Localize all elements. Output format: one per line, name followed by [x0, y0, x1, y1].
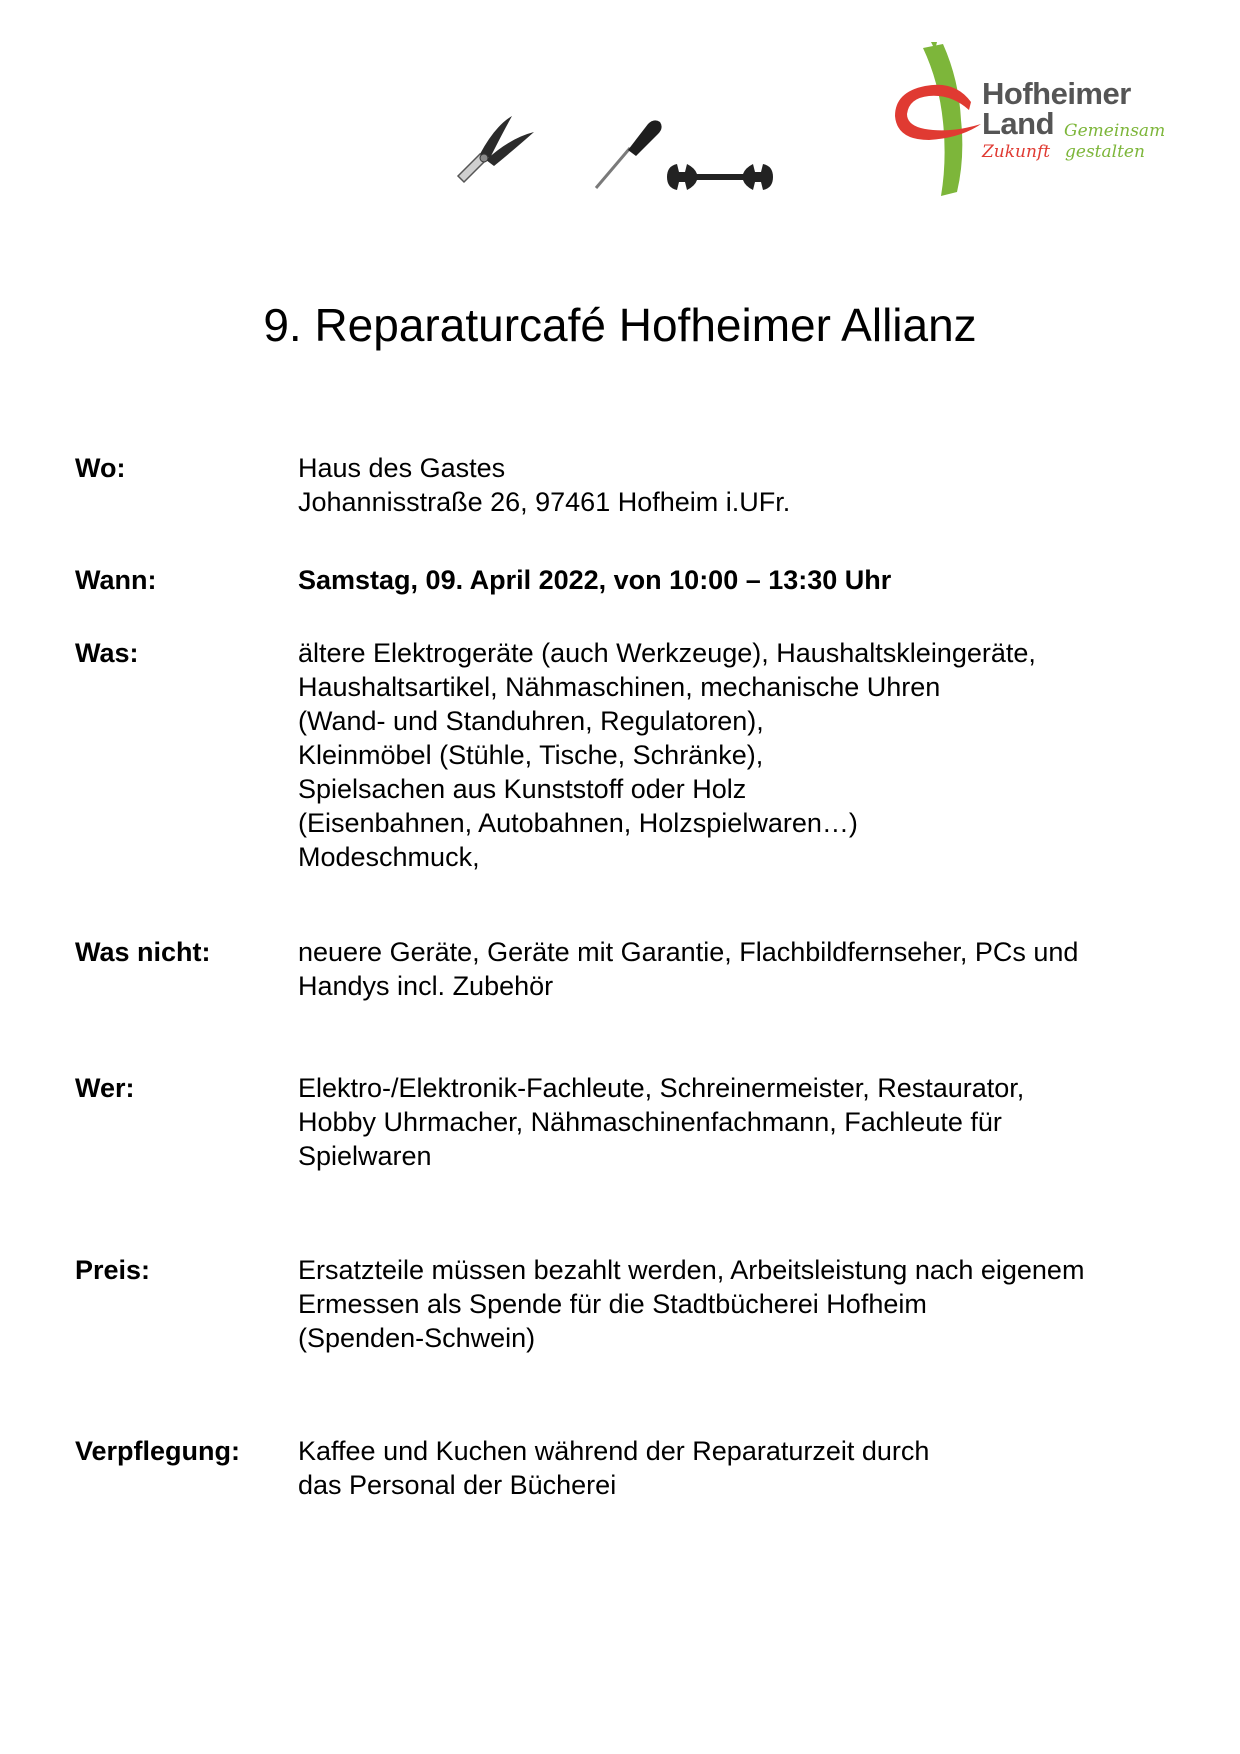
detail-line: neuere Geräte, Geräte mit Garantie, Flachbildfernseher, PCs und	[298, 937, 1079, 967]
detail-line: Hobby Uhrmacher, Nähmaschinenfachmann, Fachleute für	[298, 1107, 1002, 1137]
detail-line: Haus des Gastes	[298, 453, 506, 483]
detail-line: (Eisenbahnen, Autobahnen, Holzspielwaren…)	[298, 808, 858, 838]
page-title: 9. Reparaturcafé Hofheimer Allianz	[263, 299, 977, 351]
detail-line: (Spenden-Schwein)	[298, 1323, 536, 1353]
logo-tag-gestalten: gestalten	[1065, 142, 1145, 162]
detail-line: Modeschmuck,	[298, 842, 480, 872]
logo-word-hofheimer: Hofheimer	[982, 76, 1131, 111]
detail-line: Elektro-/Elektronik-Fachleute, Schreinermeister, Restaurator,	[298, 1073, 1025, 1103]
hofheimer-land-logo	[885, 40, 1175, 200]
detail-label: Was:	[75, 638, 139, 668]
wrench-icon	[665, 152, 775, 202]
detail-line: Kaffee und Kuchen während der Reparaturzeit durch	[298, 1436, 930, 1466]
detail-line: das Personal der Bücherei	[298, 1470, 617, 1500]
detail-line: Haushaltsartikel, Nähmaschinen, mechanische Uhren	[298, 672, 941, 702]
detail-value	[298, 1253, 1178, 1355]
logo-word-land: Land	[982, 106, 1055, 141]
logo-mark	[885, 40, 995, 200]
detail-line: Handys incl. Zubehör	[298, 971, 554, 1001]
detail-label: Wo:	[75, 453, 126, 483]
tool-illustrations	[440, 112, 780, 202]
detail-line: Spielwaren	[298, 1141, 432, 1171]
detail-label: Preis:	[75, 1255, 151, 1285]
detail-label: Wann:	[75, 565, 157, 595]
screwdriver-icon	[590, 114, 670, 194]
detail-line: Spielsachen aus Kunststoff oder Holz	[298, 774, 747, 804]
detail-line: Ersatzteile müssen bezahlt werden, Arbeitsleistung nach eigenem	[298, 1255, 1085, 1285]
detail-value	[298, 636, 1178, 874]
detail-value	[298, 1071, 1178, 1173]
detail-line: Kleinmöbel (Stühle, Tische, Schränke),	[298, 740, 764, 770]
detail-value	[298, 563, 1178, 597]
detail-line: Ermessen als Spende für die Stadtbücherei Hofheim	[298, 1289, 927, 1319]
logo-tag-gemeinsam: Gemeinsam	[1064, 121, 1166, 141]
detail-label: Wer:	[75, 1073, 135, 1103]
pliers-icon	[450, 116, 540, 196]
detail-value	[298, 451, 1178, 519]
detail-line: Johannisstraße 26, 97461 Hofheim i.UFr.	[298, 487, 791, 517]
logo-tag-zukunft: Zukunft	[982, 142, 1051, 162]
detail-line: (Wand- und Standuhren, Regulatoren),	[298, 706, 764, 736]
detail-value	[298, 935, 1178, 1003]
detail-line: ältere Elektrogeräte (auch Werkzeuge), Haushaltskleingeräte,	[298, 638, 1036, 668]
detail-label: Verpflegung:	[75, 1436, 241, 1466]
detail-value	[298, 1434, 1178, 1502]
detail-label: Was nicht:	[75, 937, 211, 967]
detail-line: Samstag, 09. April 2022, von 10:00 – 13:30 Uhr	[298, 565, 892, 595]
